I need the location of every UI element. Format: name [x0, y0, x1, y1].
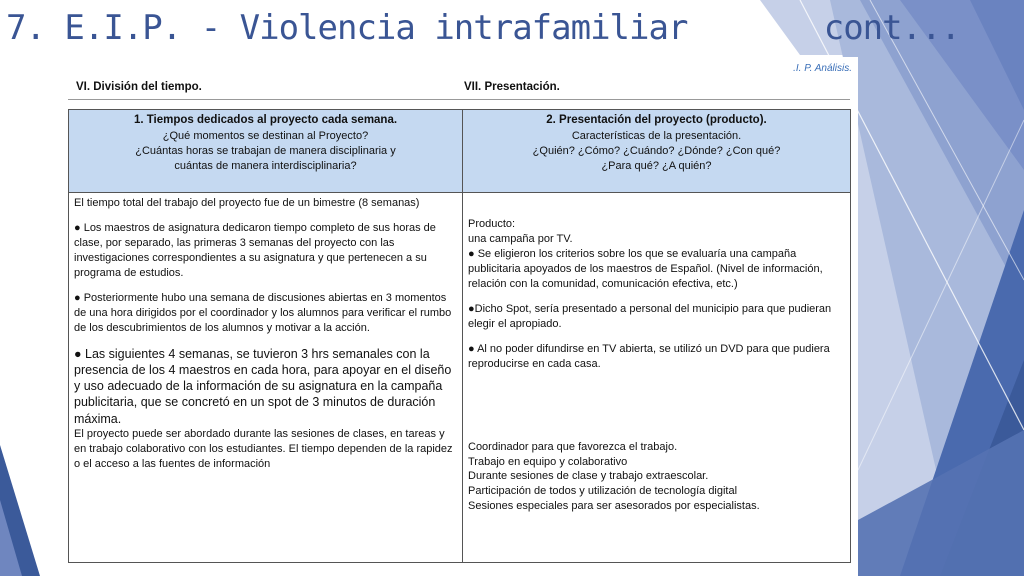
body-cell-time [69, 193, 463, 563]
header-cell-time-title: 1. Tiempos dedicados al proyecto cada semana. [133, 114, 398, 126]
paragraph: Producto: una campaña por TV. ● Se eligieron los criterios sobre los que se evaluaría una campaña publicitaria apoyados de los maestros de Español. (Nivel de información, relación con la comunidad, comunicación efectiva, etc.) [468, 218, 823, 290]
header-cell-time-line: ¿Cuántas horas se trabajan de manera disciplinaria y [135, 144, 396, 157]
section-heading-presentation: VII. Presentación. [464, 81, 560, 93]
document-image [60, 57, 858, 576]
section-heading-time-division: VI. División del tiempo. [76, 81, 202, 93]
body-cell-presentation [463, 193, 851, 563]
spacer [468, 382, 845, 440]
paragraph: ● Posteriormente hubo una semana de discusiones abiertas en 3 momentos de una hora dirigidos por el coordinador y los alumnos para verificar el rumbo de los descubrimientos de los alumnos y motivar a la acción. [74, 291, 452, 334]
header-cell-presentation [463, 110, 851, 193]
paragraph: ●Dicho Spot, sería presentado a personal del municipio para que pudieran elegir el apropiado. [468, 302, 832, 330]
slide-title: 7. E.I.P. - Violencia intrafamiliar cont... [6, 8, 961, 48]
header-cell-time-line: cuántas de manera interdisciplinaria? [174, 159, 357, 172]
paragraph: ● Los maestros de asignatura dedicaron tiempo completo de sus horas de clase, por separado, las primeras 3 semanas del proyecto con las investigaciones correspondientes a su asignatura y que pertenecen a su programa de estudios. [74, 221, 436, 279]
header-cell-presentation-line: Características de la presentación. [571, 129, 742, 142]
header-cell-presentation-line: ¿Para qué? ¿A quién? [601, 159, 712, 172]
header-cell-presentation-line: ¿Quién? ¿Cómo? ¿Cuándo? ¿Dónde? ¿Con qué? [532, 144, 781, 157]
paragraph: El proyecto puede ser abordado durante las sesiones de clases, en tareas y en trabajo colaborativo con los estudiantes. El tiempo dependen de la rapidez o el acceso a las fuentes de información [74, 427, 453, 470]
paragraph: Coordinador para que favorezca el trabajo. Trabajo en equipo y colaborativo Durante sesiones de clase y trabajo extraescolar. Participación de todos y utilización de tecnología digital Sesiones especiales para ser asesorados por especialistas. [468, 440, 760, 513]
header-cell-time [69, 110, 463, 193]
paragraph: ● Las siguientes 4 semanas, se tuvieron 3 hrs semanales con la presencia de los 4 maestros en cada hora, para apoyar en el diseño y uso adecuado de la información de su asignatura en la campaña publicitaria, que se concretó en un spot de 3 minutos de duración máxima. [74, 346, 452, 426]
paragraph: ● Al no poder difundirse en TV abierta, se utilizó un DVD para que pudiera reproducirse en cada casa. [468, 342, 830, 370]
document-header: .I. P. Análisis. [793, 63, 852, 74]
paragraph: El tiempo total del trabajo del proyecto fue de un bimestre (8 semanas) [74, 197, 420, 209]
header-cell-presentation-title: 2. Presentación del proyecto (producto). [546, 114, 767, 126]
header-cell-time-line: ¿Qué momentos se destinan al Proyecto? [162, 129, 369, 142]
analysis-table [68, 109, 851, 563]
divider [68, 99, 850, 100]
